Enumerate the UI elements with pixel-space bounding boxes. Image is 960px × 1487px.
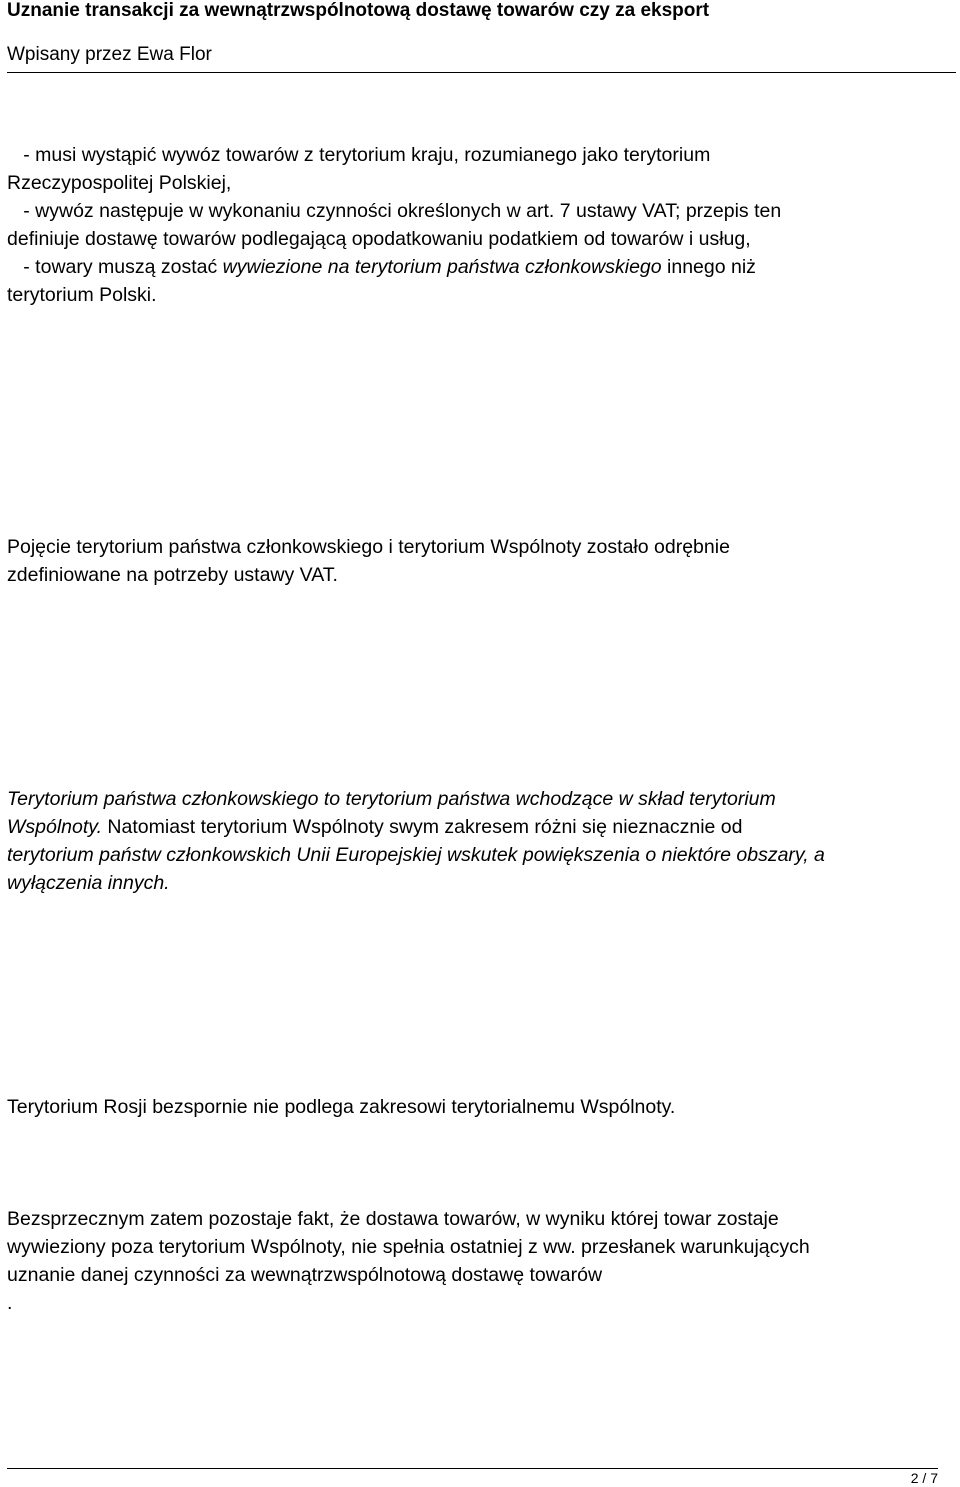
paragraph-territory-definition <box>7 533 952 589</box>
text-line: . <box>7 1292 13 1314</box>
text-line: terytorium państw członkowskich Unii Europejskiej wskutek powiększenia o niektóre obszary, a <box>7 844 825 866</box>
text-segment: innego niż <box>661 256 756 278</box>
list-item <box>7 141 952 169</box>
text-line: wywieziony poza terytorium Wspólnoty, nie spełnia ostatniej z ww. przesłanek warunkujących <box>7 1236 810 1258</box>
text-segment: Wspólnoty. <box>7 816 103 838</box>
paragraph-russia-territory <box>7 1093 952 1121</box>
text-line: Terytorium Rosji bezspornie nie podlega zakresowi terytorialnemu Wspólnoty. <box>7 1096 676 1118</box>
text-line <box>7 813 952 841</box>
header-divider <box>7 72 956 73</box>
text-segment: Natomiast terytorium Wspólnoty swym zakresem różni się nieznacznie od <box>102 816 743 838</box>
document-title: Uznanie transakcji za wewnątrzwspólnotową dostawę towarów czy za eksport <box>7 0 710 21</box>
footer-divider <box>7 1468 938 1469</box>
text-line: Bezsprzecznym zatem pozostaje fakt, że dostawa towarów, w wyniku której towar zostaje <box>7 1208 779 1230</box>
text-line: definiuje dostawę towarów podlegającą opodatkowaniu podatkiem od towarów i usług, <box>7 228 751 250</box>
text-line: Rzeczypospolitej Polskiej, <box>7 172 232 194</box>
text-line: terytorium Polski. <box>7 284 157 306</box>
text-line: - wywóz następuje w wykonaniu czynności określonych w art. 7 ustawy VAT; przepis ten <box>23 200 782 222</box>
text-line: Terytorium państwa członkowskiego to terytorium państwa wchodzące w skład terytorium <box>7 788 776 810</box>
text-line: zdefiniowane na potrzeby ustawy VAT. <box>7 564 338 586</box>
paragraph-member-state-territory <box>7 785 952 897</box>
page-number: 2 / 7 <box>910 1470 938 1486</box>
list-item <box>7 253 952 281</box>
text-line: Pojęcie terytorium państwa członkowskiego i terytorium Wspólnoty zostało odrębnie <box>7 536 730 558</box>
text-segment: - towary muszą zostać <box>23 256 223 278</box>
text-line: wyłączenia innych. <box>7 872 170 894</box>
paragraph-conclusion <box>7 1205 952 1317</box>
text-line: - musi wystąpić wywóz towarów z terytorium kraju, rozumianego jako terytorium <box>23 144 711 166</box>
paragraph-conditions-list <box>7 141 952 309</box>
text-line: uznanie danej czynności za wewnątrzwspólnotową dostawę towarów <box>7 1264 603 1286</box>
emphasis-text: wywiezione na terytorium państwa członkowskiego <box>222 256 662 278</box>
list-item <box>7 197 952 225</box>
author-line: Wpisany przez Ewa Flor <box>7 44 212 65</box>
